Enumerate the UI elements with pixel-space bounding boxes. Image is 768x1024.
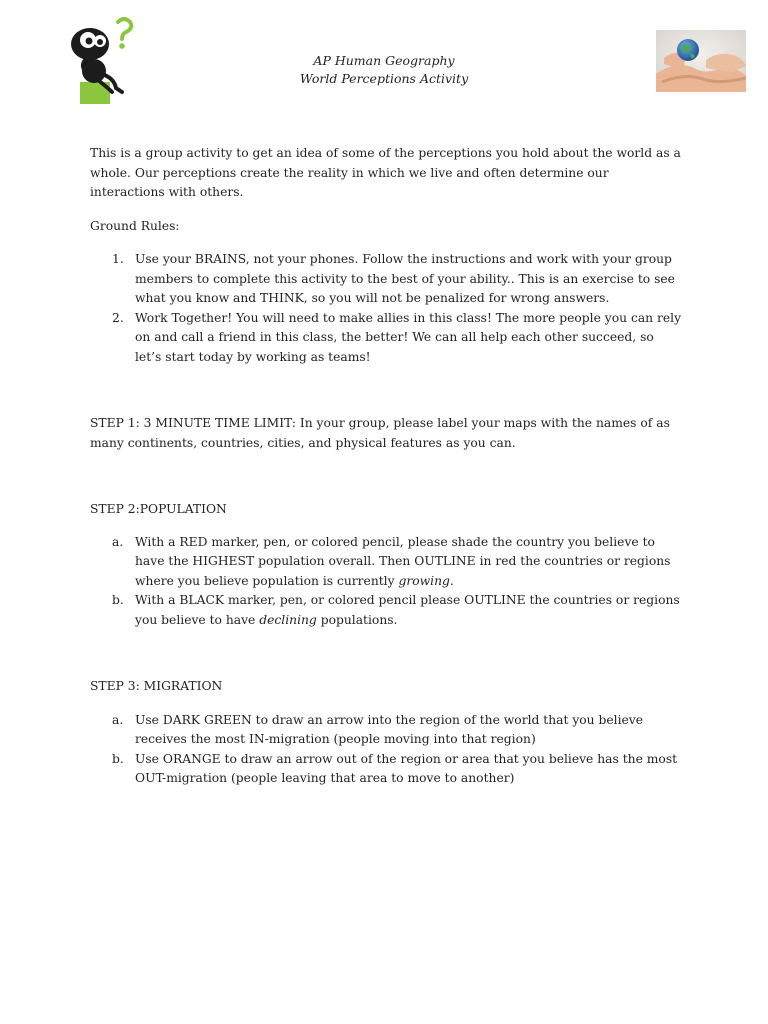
list-item-text: Use ORANGE to draw an arrow out of the region or area that you believe has the most OUT-migration (people leaving that area to move to another) <box>135 751 678 785</box>
list-marker: b. <box>112 751 124 766</box>
list-item-text: With a RED marker, pen, or colored pencil, please shade the country you believe to have the HIGHEST population overall. Then OUTLINE in red the countries or regions where you believe population is currently <box>135 534 671 588</box>
emphasis-text: declining <box>259 612 317 627</box>
list-marker: b. <box>112 593 124 607</box>
step1-paragraph: STEP 1: 3 MINUTE TIME LIMIT: In your group, please label your maps with the names of as many continents, countries, cities, and physical features as you can. <box>90 416 670 450</box>
intro-paragraph: This is a group activity to get an idea of some of the perceptions you hold about the world as a whole. Our perceptions create the reality in which we live and often determine our interactions with others. <box>90 146 681 199</box>
step3-list <box>90 711 682 789</box>
emphasis-text: growing <box>398 573 450 588</box>
ground-rules-list <box>90 250 682 367</box>
list-item <box>90 711 682 750</box>
list-item-text: Work Together! You will need to make allies in this class! The more people you can rely on and call a friend in this class, the better! We can all help each other succeed, so let’s start today by working as teams! <box>135 310 682 364</box>
list-item-text: Use DARK GREEN to draw an arrow into the region of the world that you believe receives the most IN-migration (people moving into that region) <box>135 712 644 746</box>
list-item-text-end: populations. <box>316 612 398 627</box>
list-item <box>90 750 682 789</box>
document-body <box>90 144 682 789</box>
list-item-text: With a BLACK marker, pen, or colored pencil please OUTLINE the countries or regions you believe to have <box>135 593 680 627</box>
list-marker: 1. <box>112 252 124 266</box>
list-marker: 2. <box>112 310 124 325</box>
list-item-text: Use your BRAINS, not your phones. Follow the instructions and work with your group members to complete this activity to the best of your ability.. This is an exercise to see what you know and THINK, so you will not be penalized for wrong answers. <box>135 252 675 305</box>
hands-holding-globe-photo-icon <box>656 30 746 92</box>
list-item <box>90 250 682 309</box>
list-item <box>90 591 682 630</box>
list-marker: a. <box>112 712 124 727</box>
step2-heading: STEP 2:POPULATION <box>90 502 227 516</box>
list-item-text-end: . <box>449 573 454 588</box>
list-item <box>90 309 682 368</box>
ground-rules-heading: Ground Rules: <box>90 218 180 233</box>
list-marker: a. <box>112 534 124 549</box>
document-subtitle: World Perceptions Activity <box>299 71 469 86</box>
list-item <box>90 533 682 592</box>
thinking-character-logo-icon <box>62 14 142 106</box>
document-header <box>234 52 534 88</box>
step3-heading: STEP 3: MIGRATION <box>90 679 223 693</box>
step2-list <box>90 533 682 631</box>
document-title: AP Human Geography <box>313 53 455 68</box>
